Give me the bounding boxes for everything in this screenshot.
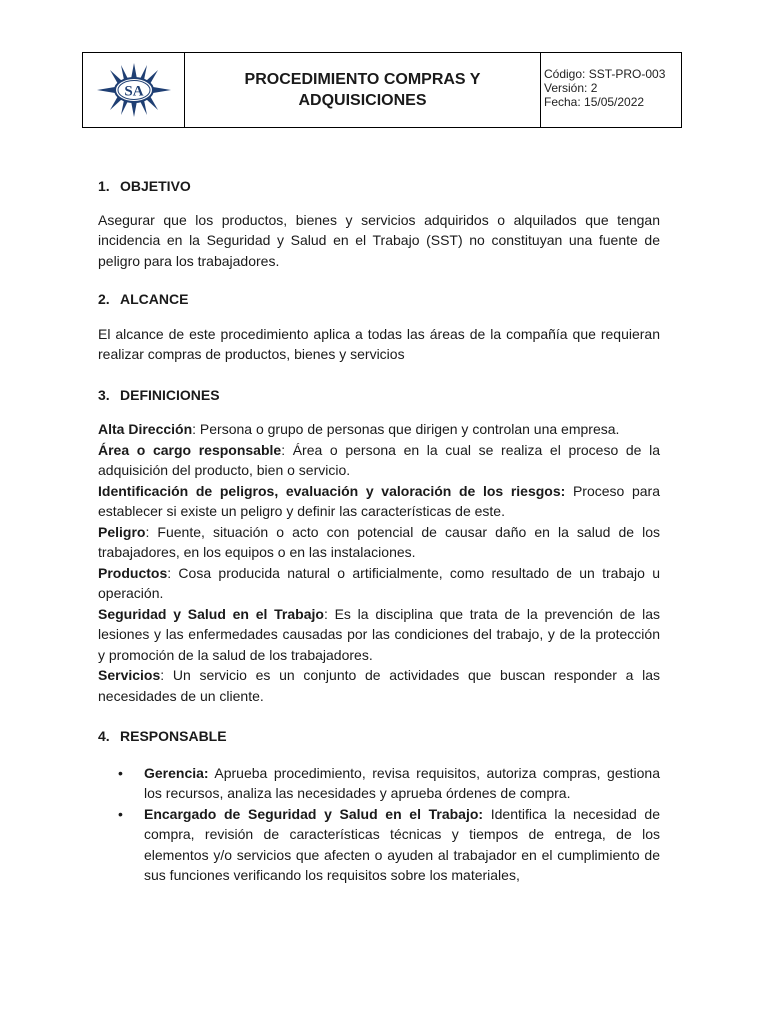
definition-term: Productos (98, 564, 168, 581)
definition-item (98, 481, 660, 522)
definition-term: Identificación de peligros, evaluación y valoración de los riesgos: (98, 482, 566, 499)
section-number: 2. (98, 291, 110, 307)
definition-term: Alta Dirección (98, 421, 193, 437)
section-heading-alcance (98, 289, 660, 310)
section-title: RESPONSABLE (120, 728, 227, 744)
section-number: 3. (98, 386, 110, 403)
document-body (98, 170, 660, 886)
definition-text: : Cosa producida natural o artificialmente, como resultado de un trabajo u operación. (98, 564, 660, 601)
definition-text: : Es la disciplina que trata de la prevención de las lesiones y las enfermedades causadas por las condiciones del trabajo, y de la protección y promoción de la salud de los trabajadores. (98, 605, 660, 663)
definition-term: Peligro (98, 523, 146, 540)
document-date: Fecha: 15/05/2022 (544, 95, 645, 109)
document-title: PROCEDIMIENTO COMPRAS Y ADQUISICIONES (244, 71, 481, 109)
definition-text: Proceso para establecer si existe un peligro y definir las características de este. (98, 482, 660, 519)
definition-item (98, 419, 660, 440)
definition-item (98, 563, 660, 604)
section-heading-definiciones (98, 385, 660, 406)
section-title: OBJETIVO (120, 178, 191, 194)
definition-item (98, 604, 660, 666)
section-number: 4. (98, 728, 110, 744)
definition-text: : Persona o grupo de personas que dirigen y controlan una empresa. (192, 421, 620, 437)
section-title: ALCANCE (120, 291, 189, 307)
definition-item (98, 440, 660, 481)
definition-text: : Área o persona en la cual se realiza el proceso de la adquisición del producto, bien o servicio. (98, 441, 660, 478)
logo-cell (83, 53, 185, 127)
alcance-text: El alcance de este procedimiento aplica a todas las áreas de la compañía que requieran realizar compras de productos, bienes y servicios (98, 325, 660, 362)
responsible-duties: Identifica la necesidad de compra, revisión de características técnicas y tiempos de entrega, de los elementos y/o servicios que afecten o ayuden al trabajador en el cumplimiento de sus funciones verificando los requisitos sobre los materiales, (144, 805, 661, 883)
meta-cell (541, 53, 681, 127)
bullet-icon: • (118, 764, 123, 781)
definition-term: Área o cargo responsable (98, 441, 282, 458)
definition-term: Seguridad y Salud en el Trabajo (98, 605, 324, 622)
definition-term: Servicios (98, 667, 161, 683)
list-item (98, 804, 660, 886)
section-title: DEFINICIONES (120, 386, 220, 403)
company-logo-icon (95, 62, 173, 118)
bullet-icon: • (118, 805, 123, 822)
definition-item (98, 665, 660, 706)
section-heading-objetivo (98, 176, 660, 197)
title-cell (185, 53, 541, 127)
section-heading-responsable (98, 726, 660, 747)
document-header-table (82, 52, 682, 128)
definitions-list (98, 419, 660, 706)
document-code: Código: SST-PRO-003 (544, 67, 666, 81)
responsible-role: Gerencia: (144, 764, 209, 781)
responsible-role: Encargado de Seguridad y Salud en el Trabajo: (144, 805, 484, 822)
responsible-duties: Aprueba procedimiento, revisa requisitos, autoriza compras, gestiona los recursos, analiza las necesidades y aprueba órdenes de compra. (144, 764, 660, 801)
responsibles-list (98, 763, 660, 886)
list-item (98, 763, 660, 804)
definition-item (98, 522, 660, 563)
section-number: 1. (98, 178, 110, 194)
logo-text: SA (123, 83, 144, 100)
document-version: Versión: 2 (544, 81, 598, 95)
objetivo-text: Asegurar que los productos, bienes y servicios adquiridos o alquilados que tengan incidencia en la Seguridad y Salud en el Trabajo (SST) no constituyan una fuente de peligro para los trabajadores. (98, 211, 660, 269)
definition-text: : Fuente, situación o acto con potencial de causar daño en la salud de los trabajadores, en los equipos o en las instalaciones. (98, 523, 660, 560)
definition-text: : Un servicio es un conjunto de actividades que buscan responder a las necesidades de un cliente. (98, 667, 660, 704)
